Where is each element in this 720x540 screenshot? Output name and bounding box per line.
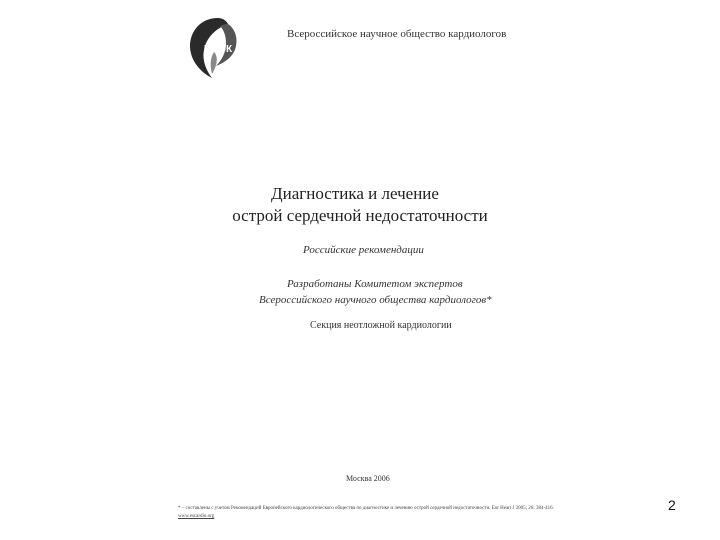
footnote-link[interactable]: www.escardio.org <box>178 514 215 519</box>
document-title-line2: острой сердечной недостаточности <box>232 206 488 225</box>
section-name: Секция неотложной кардиологии <box>310 320 452 331</box>
society-header: Всероссийское научное общество кардиологов <box>287 28 507 40</box>
vnok-logo-icon <box>188 16 240 80</box>
footnote <box>178 505 558 521</box>
slide-number: 2 <box>668 497 676 513</box>
document-subtitle: Российские рекомендации <box>303 244 424 256</box>
footnote-text: * – составлены с учетом Рекомендаций Европейского кардиологического общества по диагностике и лечению острой сердечной недостаточности. Eur Heart J 2005; 26: 384-416. <box>178 506 554 511</box>
vnok-logo <box>188 16 240 80</box>
svg-text:ВНОК: ВНОК <box>203 44 233 55</box>
developed-by-line2: Всероссийского научного общества кардиологов* <box>259 294 492 306</box>
city-year: Москва 2006 <box>346 474 390 483</box>
developed-by-line1: Разработаны Комитетом экспертов <box>287 278 463 290</box>
document-title-line1: Диагностика и лечение <box>271 184 439 203</box>
